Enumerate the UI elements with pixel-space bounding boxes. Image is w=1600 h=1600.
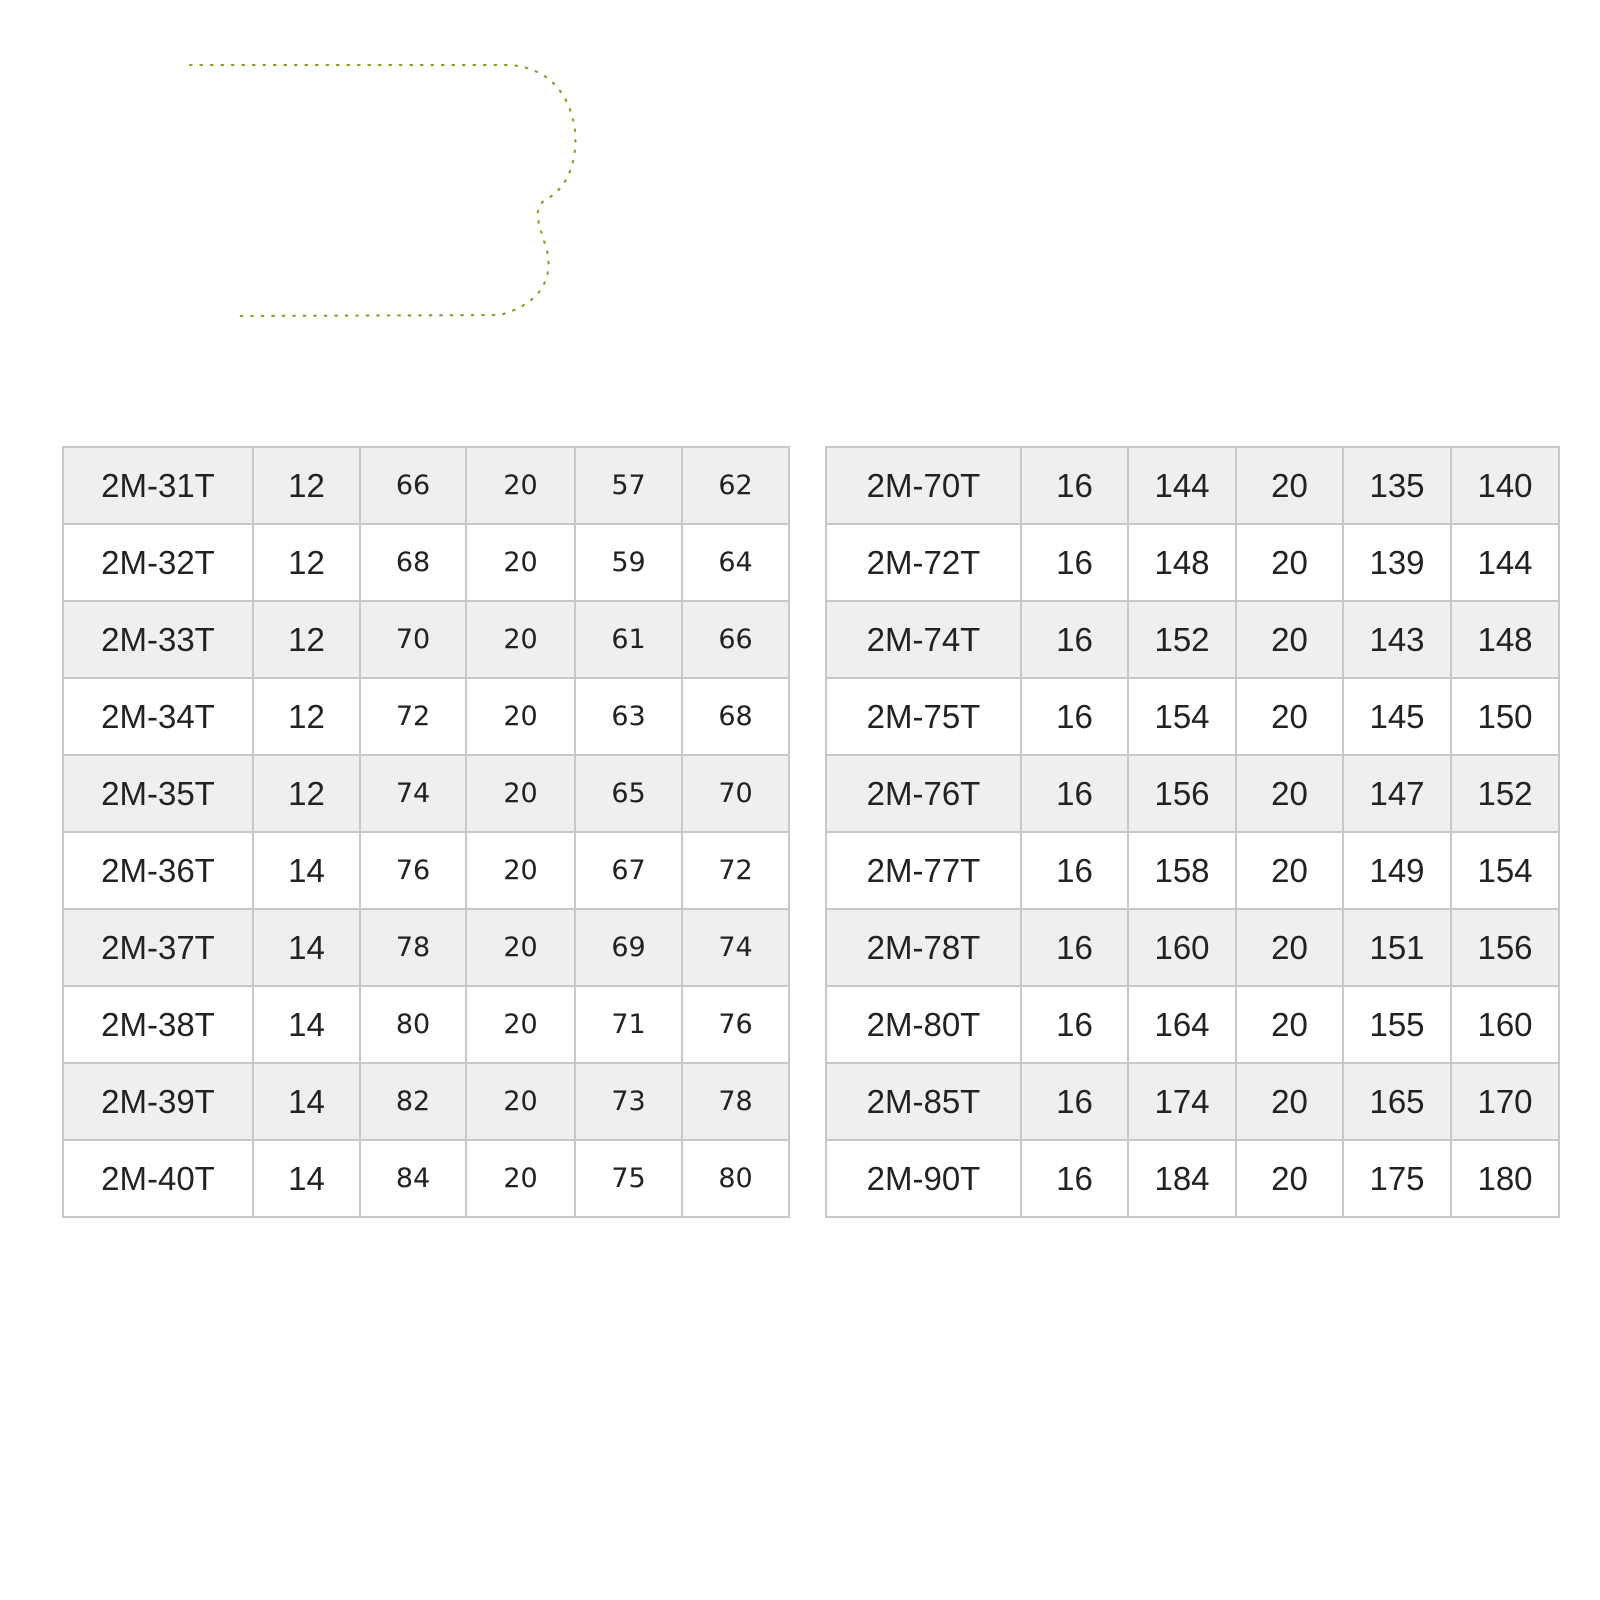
table-row <box>826 986 1559 1063</box>
value-cell: 20 <box>1236 678 1343 755</box>
spec-table-right-body <box>826 447 1559 1217</box>
value-cell: 16 <box>1021 832 1128 909</box>
value-cell: 16 <box>1021 1063 1128 1140</box>
value-cell: 80 <box>360 986 466 1063</box>
value-cell: 20 <box>1236 1140 1343 1217</box>
value-cell: 144 <box>1451 524 1559 601</box>
value-cell: 151 <box>1343 909 1451 986</box>
value-cell: 158 <box>1128 832 1236 909</box>
value-cell: 20 <box>1236 601 1343 678</box>
value-cell: 80 <box>682 1140 789 1217</box>
model-cell: 2M-77T <box>826 832 1021 909</box>
value-cell: 74 <box>360 755 466 832</box>
value-cell: 148 <box>1451 601 1559 678</box>
value-cell: 160 <box>1451 986 1559 1063</box>
table-row <box>826 1140 1559 1217</box>
spec-table-left <box>62 446 790 1218</box>
model-cell: 2M-40T <box>63 1140 253 1217</box>
table-row <box>826 678 1559 755</box>
table-row <box>63 755 789 832</box>
value-cell: 12 <box>253 524 360 601</box>
model-cell: 2M-33T <box>63 601 253 678</box>
table-row <box>63 678 789 755</box>
value-cell: 20 <box>1236 755 1343 832</box>
value-cell: 70 <box>360 601 466 678</box>
value-cell: 14 <box>253 832 360 909</box>
value-cell: 16 <box>1021 755 1128 832</box>
value-cell: 20 <box>466 1140 575 1217</box>
value-cell: 16 <box>1021 986 1128 1063</box>
value-cell: 16 <box>1021 1140 1128 1217</box>
value-cell: 147 <box>1343 755 1451 832</box>
value-cell: 12 <box>253 755 360 832</box>
dotted-outline-shape <box>170 50 600 340</box>
value-cell: 76 <box>682 986 789 1063</box>
value-cell: 20 <box>466 1063 575 1140</box>
value-cell: 20 <box>466 678 575 755</box>
value-cell: 140 <box>1451 447 1559 524</box>
value-cell: 61 <box>575 601 682 678</box>
model-cell: 2M-32T <box>63 524 253 601</box>
model-cell: 2M-34T <box>63 678 253 755</box>
value-cell: 16 <box>1021 601 1128 678</box>
value-cell: 16 <box>1021 524 1128 601</box>
value-cell: 78 <box>682 1063 789 1140</box>
value-cell: 152 <box>1451 755 1559 832</box>
value-cell: 71 <box>575 986 682 1063</box>
value-cell: 62 <box>682 447 789 524</box>
value-cell: 165 <box>1343 1063 1451 1140</box>
value-cell: 164 <box>1128 986 1236 1063</box>
value-cell: 148 <box>1128 524 1236 601</box>
value-cell: 75 <box>575 1140 682 1217</box>
value-cell: 20 <box>466 909 575 986</box>
value-cell: 20 <box>1236 1063 1343 1140</box>
value-cell: 72 <box>682 832 789 909</box>
model-cell: 2M-38T <box>63 986 253 1063</box>
value-cell: 20 <box>466 524 575 601</box>
model-cell: 2M-39T <box>63 1063 253 1140</box>
value-cell: 68 <box>682 678 789 755</box>
value-cell: 20 <box>466 832 575 909</box>
value-cell: 174 <box>1128 1063 1236 1140</box>
value-cell: 152 <box>1128 601 1236 678</box>
model-cell: 2M-74T <box>826 601 1021 678</box>
value-cell: 76 <box>360 832 466 909</box>
model-cell: 2M-85T <box>826 1063 1021 1140</box>
table-row <box>826 832 1559 909</box>
value-cell: 144 <box>1128 447 1236 524</box>
table-row <box>826 909 1559 986</box>
value-cell: 139 <box>1343 524 1451 601</box>
model-cell: 2M-36T <box>63 832 253 909</box>
value-cell: 64 <box>682 524 789 601</box>
value-cell: 74 <box>682 909 789 986</box>
value-cell: 145 <box>1343 678 1451 755</box>
value-cell: 20 <box>466 986 575 1063</box>
model-cell: 2M-72T <box>826 524 1021 601</box>
value-cell: 14 <box>253 909 360 986</box>
value-cell: 175 <box>1343 1140 1451 1217</box>
value-cell: 84 <box>360 1140 466 1217</box>
value-cell: 184 <box>1128 1140 1236 1217</box>
value-cell: 12 <box>253 447 360 524</box>
model-cell: 2M-37T <box>63 909 253 986</box>
value-cell: 20 <box>466 601 575 678</box>
value-cell: 73 <box>575 1063 682 1140</box>
value-cell: 156 <box>1128 755 1236 832</box>
value-cell: 154 <box>1128 678 1236 755</box>
value-cell: 59 <box>575 524 682 601</box>
value-cell: 63 <box>575 678 682 755</box>
value-cell: 67 <box>575 832 682 909</box>
value-cell: 78 <box>360 909 466 986</box>
value-cell: 69 <box>575 909 682 986</box>
value-cell: 66 <box>360 447 466 524</box>
model-cell: 2M-80T <box>826 986 1021 1063</box>
model-cell: 2M-90T <box>826 1140 1021 1217</box>
value-cell: 16 <box>1021 678 1128 755</box>
value-cell: 16 <box>1021 909 1128 986</box>
value-cell: 70 <box>682 755 789 832</box>
model-cell: 2M-35T <box>63 755 253 832</box>
value-cell: 20 <box>466 755 575 832</box>
table-row <box>63 601 789 678</box>
value-cell: 20 <box>1236 832 1343 909</box>
value-cell: 20 <box>1236 986 1343 1063</box>
table-row <box>826 524 1559 601</box>
value-cell: 66 <box>682 601 789 678</box>
table-row <box>63 909 789 986</box>
value-cell: 65 <box>575 755 682 832</box>
value-cell: 170 <box>1451 1063 1559 1140</box>
value-cell: 156 <box>1451 909 1559 986</box>
value-cell: 149 <box>1343 832 1451 909</box>
value-cell: 14 <box>253 1140 360 1217</box>
table-row <box>826 601 1559 678</box>
value-cell: 20 <box>466 447 575 524</box>
value-cell: 20 <box>1236 909 1343 986</box>
value-cell: 68 <box>360 524 466 601</box>
value-cell: 155 <box>1343 986 1451 1063</box>
model-cell: 2M-75T <box>826 678 1021 755</box>
model-cell: 2M-31T <box>63 447 253 524</box>
value-cell: 135 <box>1343 447 1451 524</box>
value-cell: 82 <box>360 1063 466 1140</box>
value-cell: 57 <box>575 447 682 524</box>
spec-table-right <box>825 446 1560 1218</box>
model-cell: 2M-76T <box>826 755 1021 832</box>
value-cell: 72 <box>360 678 466 755</box>
table-row <box>63 986 789 1063</box>
table-row <box>826 755 1559 832</box>
table-row <box>63 1140 789 1217</box>
value-cell: 160 <box>1128 909 1236 986</box>
table-row <box>63 1063 789 1140</box>
table-row <box>63 524 789 601</box>
value-cell: 12 <box>253 678 360 755</box>
table-row <box>63 832 789 909</box>
table-row <box>826 1063 1559 1140</box>
value-cell: 16 <box>1021 447 1128 524</box>
table-row <box>63 447 789 524</box>
value-cell: 180 <box>1451 1140 1559 1217</box>
value-cell: 12 <box>253 601 360 678</box>
value-cell: 150 <box>1451 678 1559 755</box>
model-cell: 2M-70T <box>826 447 1021 524</box>
table-row <box>826 447 1559 524</box>
spec-table-left-body <box>63 447 789 1217</box>
value-cell: 14 <box>253 1063 360 1140</box>
value-cell: 154 <box>1451 832 1559 909</box>
value-cell: 143 <box>1343 601 1451 678</box>
value-cell: 14 <box>253 986 360 1063</box>
value-cell: 20 <box>1236 447 1343 524</box>
value-cell: 20 <box>1236 524 1343 601</box>
model-cell: 2M-78T <box>826 909 1021 986</box>
